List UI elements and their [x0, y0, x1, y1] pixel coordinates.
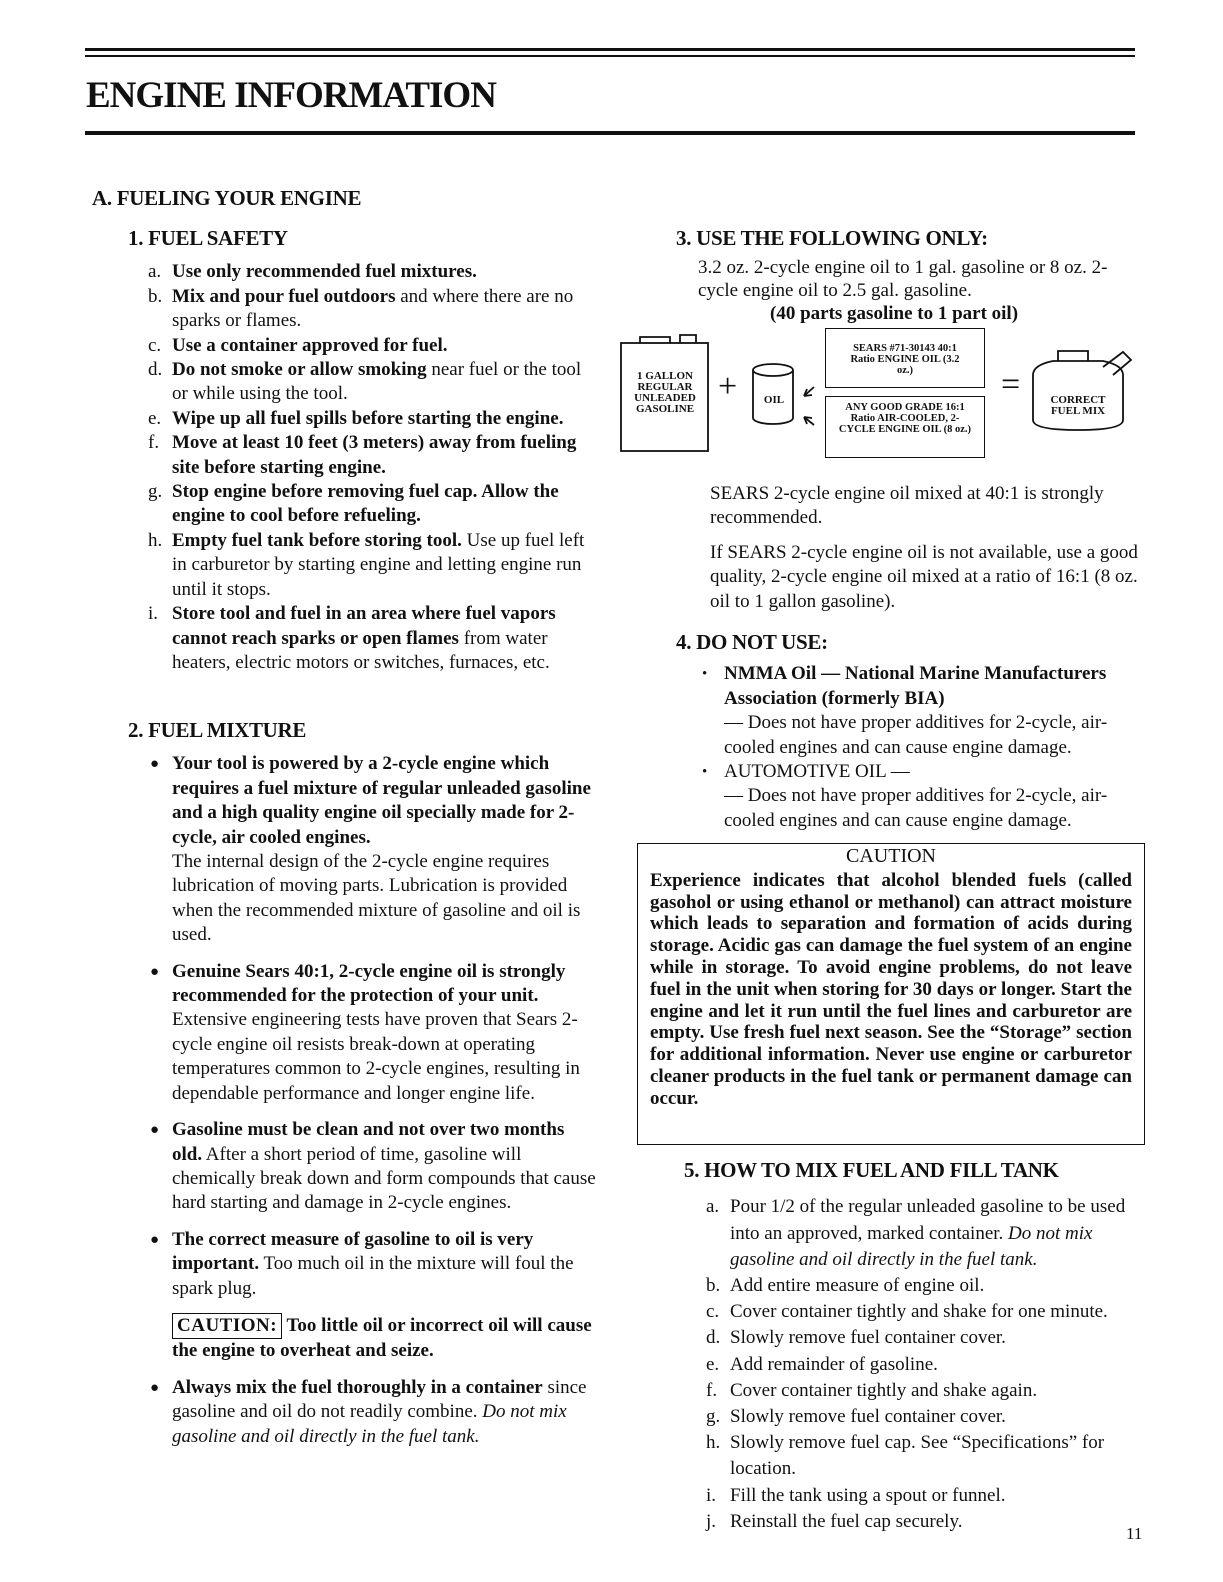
- how-to-mix-heading: 5. HOW TO MIX FUEL AND FILL TANK: [684, 1158, 1059, 1182]
- text-segment: Do not mix gasoline and oil directly in the fuel tank.: [172, 1401, 567, 1447]
- list-marker: g.: [706, 1406, 721, 1428]
- text-segment: Too little oil or incorrect oil will cause the engine to overheat and seize.: [172, 1314, 592, 1362]
- list-item: [148, 285, 596, 334]
- list-item-text: [730, 1430, 1144, 1482]
- list-item: [150, 960, 596, 1106]
- list-marker: h.: [706, 1432, 721, 1454]
- list-marker: d.: [706, 1327, 721, 1349]
- text-segment: Slowly remove fuel cap. See “Specifications” for location.: [730, 1432, 1105, 1480]
- list-item-text: [172, 260, 596, 284]
- alternative-oil-text: If SEARS 2-cycle engine oil is not available, use a good quality, 2-cycle engine oil mixed at a ratio of 16:1 (8 oz. oil to 1 gallon gasoline).: [710, 541, 1138, 612]
- generic-oil-box: ANY GOOD GRADE 16:1 Ratio AIR-COOLED, 2-CYCLE ENGINE OIL (8 oz.): [825, 396, 985, 458]
- list-marker: g.: [148, 481, 163, 503]
- how-to-mix-section: [684, 1158, 1144, 1535]
- list-item: [148, 529, 596, 602]
- list-marker: •: [702, 764, 708, 781]
- text-segment: Use only recommended fuel mixtures.: [172, 261, 477, 283]
- text-segment: Use a container approved for fuel.: [172, 334, 448, 356]
- text-segment: from water heaters, electric motors or switches, furnaces, etc.: [172, 627, 550, 673]
- text-segment: Cover container tightly and shake again.: [730, 1379, 1038, 1401]
- list-item: [150, 1313, 596, 1364]
- list-item: [706, 1430, 1144, 1482]
- list-item-text: [730, 1378, 1144, 1404]
- list-marker: ●: [150, 1231, 160, 1248]
- text-segment: Extensive engineering tests have proven that Sears 2-cycle engine oil resists break-down at operating temperatures common to 2-cycle engines, resulting in dependable performance and longer engine life.: [172, 1009, 580, 1104]
- list-item-text: [172, 407, 596, 431]
- list-item-text: [172, 480, 596, 529]
- text-segment: Genuine Sears 40:1, 2-cycle engine oil is strongly recommended for the protection of your unit.: [172, 960, 566, 1007]
- list-marker: •: [702, 666, 708, 683]
- page-number: 11: [1126, 1524, 1143, 1543]
- list-marker: f.: [148, 432, 160, 454]
- text-segment: Use up fuel left in carburetor by starting engine and letting engine run until it stops.: [172, 529, 585, 600]
- list-item-text: [724, 760, 1146, 833]
- text-segment: Do not mix gasoline and oil directly in the fuel tank.: [730, 1222, 1093, 1270]
- text-segment: Store tool and fuel in an area where fuel vapors cannot reach sparks or open flames: [172, 603, 556, 649]
- list-marker: j.: [706, 1510, 717, 1532]
- list-item: [150, 1118, 596, 1216]
- text-segment: Stop engine before removing fuel cap. Allow the engine to cool before refueling.: [172, 481, 559, 527]
- caution-label: CAUTION:: [172, 1313, 282, 1339]
- list-marker: e.: [706, 1353, 720, 1375]
- text-segment: Add remainder of gasoline.: [730, 1353, 938, 1375]
- text-segment: Empty fuel tank before storing tool.: [172, 529, 462, 551]
- list-item-text: [730, 1299, 1144, 1325]
- text-segment: After a short period of time, gasoline will chemically break down and form compounds that cause hard starting and damage in 2-cycle engines.: [172, 1143, 596, 1214]
- text-segment: Gasoline must be clean and not over two months old.: [172, 1119, 565, 1165]
- list-item: [148, 407, 596, 431]
- use-following-section: [676, 226, 1146, 327]
- list-marker: e.: [148, 407, 162, 429]
- list-marker: ●: [150, 756, 160, 773]
- text-segment: Always mix the fuel thoroughly in a container: [172, 1376, 543, 1398]
- list-marker: ●: [150, 1379, 160, 1396]
- text-segment: Fill the tank using a spout or funnel.: [730, 1484, 1006, 1506]
- plus-sign: +: [718, 368, 738, 405]
- list-item-text: [172, 1313, 596, 1364]
- how-to-mix-list: [684, 1194, 1144, 1535]
- list-item-text: [172, 285, 596, 334]
- list-item-text: [172, 1228, 596, 1301]
- text-segment: Too much oil in the mixture will foul the spark plug.: [172, 1253, 574, 1299]
- list-item: [148, 602, 596, 675]
- list-marker: h.: [148, 529, 163, 551]
- list-item: [702, 760, 1146, 833]
- ratio-parts: (40 parts gasoline to 1 part oil): [770, 303, 1019, 325]
- text-segment: Mix and pour fuel outdoors: [172, 285, 396, 307]
- list-item-text: [730, 1404, 1144, 1430]
- do-not-use-list: [676, 662, 1146, 833]
- text-segment: Cover container tightly and shake for one minute.: [730, 1301, 1108, 1323]
- list-item-text: [172, 529, 596, 602]
- list-item: [706, 1352, 1144, 1378]
- fuel-mix-diagram: [618, 325, 1148, 460]
- list-item: [706, 1378, 1144, 1404]
- sears-oil-box: SEARS #71-30143 40:1 Ratio ENGINE OIL (3.2 oz.): [825, 328, 985, 388]
- text-segment: — Does not have proper additives for 2-cycle, air-cooled engines and can cause engine damage.: [724, 712, 1108, 758]
- text-segment: Move at least 10 feet (3 meters) away from fueling site before starting engine.: [172, 432, 577, 478]
- list-item-text: [724, 662, 1146, 760]
- list-item: [706, 1509, 1144, 1535]
- list-item-text: [172, 431, 596, 480]
- gas-can-label: 1 GALLON REGULAR UNLEADED GASOLINE: [634, 370, 696, 415]
- list-item: [706, 1404, 1144, 1430]
- fuel-mixture-heading: 2. FUEL MIXTURE: [128, 718, 307, 742]
- list-marker: c.: [706, 1301, 720, 1323]
- list-item-text: [172, 602, 596, 675]
- caution-text: Experience indicates that alcohol blended fuels (called gasohol or using ethanol or methanol) can attract moisture which leads to separation and formation of acids during storage. Acidic gas can damage the fuel system of an engine while in storage. To avoid engine problems, do not leave fuel in the unit when storing for 30 days or longer. Start the engine and let it run until the fuel lines and carburetor are empty. Use fresh fuel next season. See the “Storage” section for additional information. Never use engine or carburetor cleaner products in the fuel tank or permanent damage can occur.: [650, 869, 1132, 1109]
- text-segment: Your tool is powered by a 2-cycle engine which requires a fuel mixture of regular unleaded gasoline and a high quality engine oil specially made for 2-cycle, air cooled engines.: [172, 753, 591, 848]
- text-segment: NMMA Oil — National Marine Manufacturers Association (formerly BIA): [724, 663, 1107, 709]
- list-item: [148, 480, 596, 529]
- list-item-text: [730, 1325, 1144, 1351]
- text-segment: Reinstall the fuel cap securely.: [730, 1510, 963, 1532]
- list-item: [706, 1299, 1144, 1325]
- list-item: [148, 431, 596, 480]
- list-item-text: [172, 358, 596, 407]
- list-marker: c.: [148, 334, 162, 356]
- caution-box: [637, 843, 1145, 1145]
- text-segment: Add entire measure of engine oil.: [730, 1275, 985, 1297]
- list-item: [148, 334, 596, 358]
- equals-sign: =: [1001, 366, 1021, 403]
- page-title: ENGINE INFORMATION: [86, 75, 496, 116]
- fuel-mix-label: CORRECT FUEL MIX: [1050, 394, 1106, 417]
- list-marker: b.: [148, 285, 163, 307]
- text-segment: — Does not have proper additives for 2-cycle, air-cooled engines and can cause engine damage.: [724, 785, 1108, 831]
- list-item: [150, 1376, 596, 1449]
- fuel-mixture-section: [128, 718, 596, 1461]
- list-marker: b.: [706, 1275, 721, 1297]
- use-following-heading: 3. USE THE FOLLOWING ONLY:: [676, 226, 988, 250]
- list-item: [706, 1325, 1144, 1351]
- list-item: [706, 1273, 1144, 1299]
- text-segment: since gasoline and oil do not readily combine.: [172, 1376, 587, 1423]
- text-segment: and where there are no sparks or flames.: [172, 285, 574, 332]
- list-item-text: [172, 334, 596, 358]
- top-rule: [85, 48, 1135, 51]
- list-item: [148, 358, 596, 407]
- oil-label: OIL: [763, 394, 785, 406]
- list-marker: ●: [150, 963, 160, 980]
- list-item: [150, 1228, 596, 1301]
- fuel-safety-list: [128, 260, 596, 675]
- list-marker: f.: [706, 1379, 718, 1401]
- list-marker: i.: [148, 603, 159, 625]
- fuel-safety-heading: 1. FUEL SAFETY: [128, 226, 288, 250]
- list-item-text: [730, 1509, 1144, 1535]
- list-item: [150, 752, 596, 947]
- sears-recommendation: SEARS 2-cycle engine oil mixed at 40:1 is strongly recommended.: [710, 483, 1104, 529]
- list-marker: d.: [148, 359, 163, 381]
- list-item: [706, 1194, 1144, 1273]
- do-not-use-section: [676, 630, 1146, 833]
- list-item-text: [172, 1118, 596, 1216]
- list-item: [148, 260, 596, 284]
- fuel-safety-section: [128, 226, 596, 675]
- list-item-text: [730, 1194, 1144, 1273]
- ratio-text: 3.2 oz. 2-cycle engine oil to 1 gal. gasoline or 8 oz. 2-cycle engine oil to 2.5 gal. gasoline.: [698, 257, 1108, 302]
- list-item-text: [730, 1273, 1144, 1299]
- text-segment: AUTOMOTIVE OIL —: [724, 761, 910, 783]
- list-item-text: [172, 960, 596, 1106]
- text-segment: Do not smoke or allow smoking: [172, 359, 427, 381]
- list-marker: i.: [706, 1484, 717, 1506]
- fuel-mixture-list: [128, 752, 596, 1449]
- text-segment: near fuel or the tool or while using the tool.: [172, 359, 582, 405]
- do-not-use-heading: 4. DO NOT USE:: [676, 630, 828, 654]
- oil-recommendation: [710, 482, 1140, 624]
- text-segment: The internal design of the 2-cycle engine requires lubrication of moving parts. Lubrication is provided when the recommended mixture of gasoline and oil is used.: [172, 851, 581, 946]
- top-rule-2: [85, 55, 1135, 57]
- list-item: [706, 1483, 1144, 1509]
- list-item-text: [730, 1483, 1144, 1509]
- text-segment: Wipe up all fuel spills before starting the engine.: [172, 407, 564, 429]
- list-item-text: [172, 1376, 596, 1449]
- list-marker: ●: [150, 1122, 160, 1139]
- section-a-title: A. FUELING YOUR ENGINE: [92, 186, 362, 210]
- text-segment: Slowly remove fuel container cover.: [730, 1327, 1006, 1349]
- list-item-text: [172, 752, 596, 947]
- list-marker: [150, 1313, 172, 1364]
- list-item-text: [730, 1352, 1144, 1378]
- list-marker: a.: [706, 1196, 720, 1218]
- text-segment: Slowly remove fuel container cover.: [730, 1406, 1006, 1428]
- title-rule: [85, 131, 1135, 135]
- list-marker: a.: [148, 261, 162, 283]
- text-segment: The correct measure of gasoline to oil is very important.: [172, 1228, 534, 1275]
- text-segment: Pour 1/2 of the regular unleaded gasoline to be used into an approved, marked container.: [730, 1196, 1126, 1244]
- list-item: [702, 662, 1146, 760]
- caution-title: CAUTION: [846, 845, 936, 867]
